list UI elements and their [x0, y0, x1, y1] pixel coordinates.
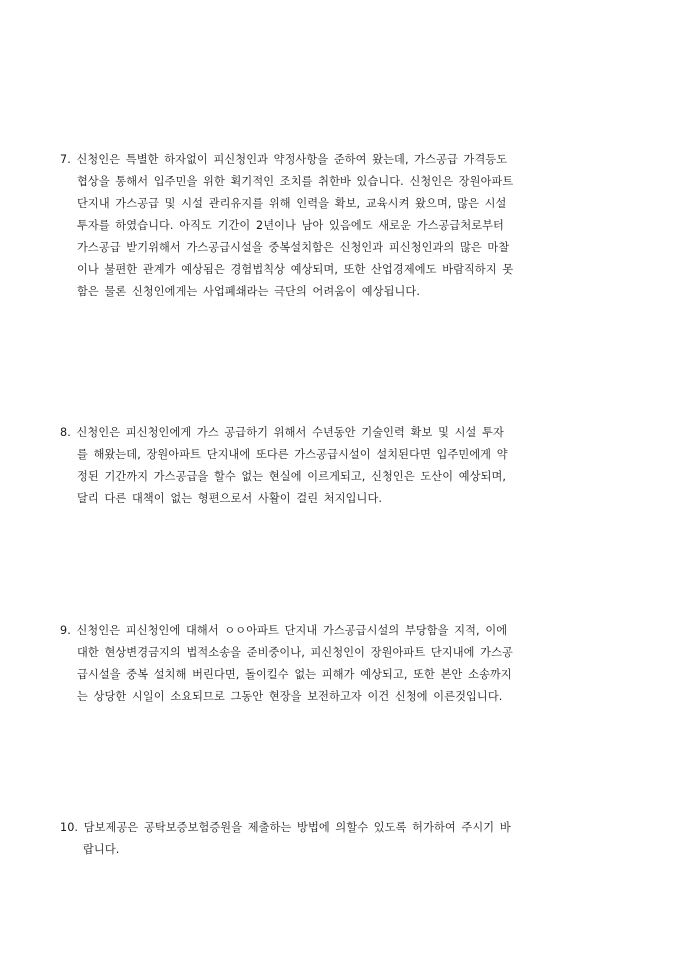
paragraph-line: 협상을 통해서 입주민을 위한 획기적인 조치를 취한바 있습니다. 신청인은 장원아파트 [77, 175, 514, 188]
paragraph-line: 9. 신청인은 피신청인에 대해서 ㅇㅇ아파트 단지내 가스공급시설의 부당함을 지적, 이에 [60, 624, 508, 637]
paragraph-line: 이나 불편한 관계가 예상됨은 경험법칙상 예상되며, 또한 산업경제에도 바람직하지 못 [77, 263, 514, 276]
paragraph-line: 8. 신청인은 피신청인에게 가스 공급하기 위해서 수년동안 기술인력 확보 및 시설 투자 [60, 426, 504, 439]
paragraph-line: 7. 신청인은 특별한 하자없이 피신청인과 약정사항을 준하여 왔는데, 가스공급 가격등도 [60, 153, 508, 166]
paragraph-line: 랍니다. [83, 843, 120, 856]
paragraph-line: 단지내 가스공급 및 시설 관리유지를 위해 인력을 확보, 교육시켜 왔으며, 많은 시설 [77, 197, 507, 210]
paragraph-line: 대한 현상변경금지의 법적소송을 준비중이나, 피신청인이 장원아파트 단지내에 가스공 [77, 646, 513, 659]
paragraph-8 [60, 422, 630, 510]
paragraph-line: 함은 물론 신청인에게는 사업폐쇄라는 극단의 어려움이 예상됩니다. [77, 285, 420, 298]
paragraph-line: 는 상당한 시일이 소요되므로 그동안 현장을 보전하고자 이건 신청에 이른것입니다. [77, 690, 503, 703]
paragraph-10 [60, 817, 630, 861]
paragraph-line: 를 해왔는데, 장원아파트 단지내에 또다른 가스공급시설이 설치된다면 입주민에게 약 [77, 448, 508, 461]
paragraph-line: 정된 기간까지 가스공급을 할수 없는 현실에 이르게되고, 신청인은 도산이 예상되며, [77, 470, 507, 483]
paragraph-line: 10. 담보제공은 공탁보증보험증원을 제출하는 방법에 의할수 있도록 허가하여 주시기 바 [60, 821, 511, 834]
paragraph-7 [60, 149, 630, 303]
paragraph-line: 급시설을 중복 설치해 버린다면, 돌이킬수 없는 피해가 예상되고, 또한 본안 소송까지 [77, 668, 512, 681]
paragraph-9 [60, 620, 630, 708]
paragraph-line: 투자를 하였습니다. 아직도 기간이 2년이나 남아 있음에도 새로운 가스공급처로부터 [77, 219, 504, 232]
paragraph-line: 가스공급 받기위해서 가스공급시설을 중복설치함은 신청인과 피신청인과의 많은 마찰 [77, 241, 510, 254]
paragraph-line: 달리 다른 대책이 없는 형편으로서 사활이 걸린 처지입니다. [77, 492, 383, 505]
